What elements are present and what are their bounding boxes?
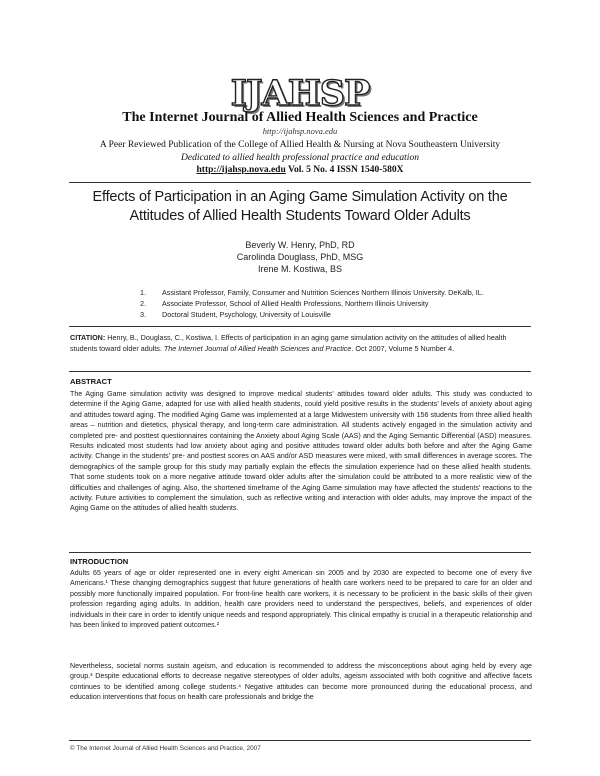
masthead-divider: [69, 182, 531, 183]
publication-line: A Peer Reviewed Publication of the College of Allied Health & Nursing at Nova Southeastern University: [99, 140, 501, 150]
citation-tail: . Oct 2007, Volume 5 Number 4.: [351, 343, 455, 353]
citation-text: Henry, B., Douglass, C., Kostiwa, I. Effects of participation in an aging game simulation activity on the attitudes of allied health students toward older adults.: [70, 333, 507, 353]
citation-journal: The Internet Journal of Allied Health Sciences and Practice: [163, 343, 352, 353]
author-1: Beverly W. Henry, PhD, RD: [245, 240, 355, 250]
journal-url-link[interactable]: http://ijahsp.nova.edu: [196, 165, 286, 175]
journal-tagline: Dedicated to allied health professional practice and education: [181, 153, 419, 163]
abstract-text: The Aging Game simulation activity was designed to improve medical students' attitudes toward older adults. This study was conducted to determine if the Aging Game, adapted for use with allied health students, could yield positive results in the students' levels of anxiety about aging and attitudes toward aging. The modified Aging Game was implemented at a large Midwestern university with 156 students from three allied health areas – nutrition and dietetics, physical therapy, and long-term care administration. All students actively engaged in the simulation activity and completed pre- and posttest questionnaires containing the Anxiety about Aging Scale (AAS) and the Aging Semantic Differential (ASD) measures. Results indicated most students had low anxiety about aging and positive attitudes toward older adults both before and after the Aging Game activity. Change in the students' pre- and posttest scores on AAS and/or ASD measures were mixed, with small differences in average scores. The demographics of the sample group for this study may partially explain the effects the simulation experience had on these allied health students. That some students took on a more negative attitude toward older adults after the simulation could be attributed to a more realistic view of the difficulties and challenges of aging. Also, the shortened timeframe of the Aging Game simulation may have affected the students' reactions to the activity. Future activities to complement the simulation, such as reflective writing and interaction with older adults, may improve the impact of the Aging Game on the attitudes of allied health students.: [70, 390, 532, 513]
journal-logo: IJAHSP: [230, 73, 370, 114]
affiliation-text: Associate Professor, School of Allied Health Professions, Northern Illinois University: [162, 299, 429, 308]
affiliation-3: [140, 310, 540, 319]
affiliation-2: [140, 299, 540, 308]
volume-info: Vol. 5 No. 4 ISSN 1540-580X: [285, 165, 404, 175]
citation-divider-top: [69, 326, 531, 327]
affiliation-1: [140, 288, 540, 297]
journal-title: The Internet Journal of Allied Health Sciences and Practice: [122, 110, 478, 125]
affiliation-number: 3.: [140, 310, 146, 319]
volume-line: [0, 165, 600, 175]
introduction-paragraph-1: Adults 65 years of age or older represented one in every eight American sin 2005 and by 2030 are expected to become one of every five Americans.¹ These changing demographics suggest that future generations of health care workers need to be prepared to care for an older and possibly more functionally impaired population. For front-line health care workers, it is necessary to be proficient in the basic skills of their given profession regarding aging adults. In addition, health care providers need to understand the perspectives, beliefs, and experiences of older individuals in their care in order to identify unique needs and respond appropriately. This clinical empathy is crucial in a therapeutic relationship and has been linked to improved patient outcomes.²: [70, 569, 532, 630]
citation-label: CITATION:: [70, 333, 106, 342]
footer-copyright: © The Internet Journal of Allied Health Sciences and Practice, 2007: [70, 745, 261, 752]
citation-divider-bottom: [69, 371, 531, 372]
introduction-heading: INTRODUCTION: [70, 557, 129, 566]
abstract-heading: ABSTRACT: [70, 377, 112, 386]
article-title: Effects of Participation in an Aging Game Simulation Activity on the Attitudes of Allied Health Students Toward Older Adults: [92, 189, 508, 224]
affiliation-text: Assistant Professor, Family, Consumer and Nutrition Sciences Northern Illinois University. DeKalb, IL.: [162, 288, 484, 297]
affiliation-text: Doctoral Student, Psychology, University of Louisville: [162, 310, 331, 319]
abstract-divider: [69, 552, 531, 553]
introduction-paragraph-2: Nevertheless, societal norms sustain ageism, and education is recommended to address the misconceptions about aging held by every age group.³ Despite educational efforts to decrease negative stereotypes of older adults, ageism associated with both cognitive and affective facets continues to be identified among college students.⁴ Negative attitudes can become more pronounced during the educational process, and education interventions that focus on health care professionals and bridge the: [70, 662, 532, 702]
author-3: Irene M. Kostiwa, BS: [257, 264, 343, 274]
author-2: Carolinda Douglass, PhD, MSG: [236, 252, 364, 262]
logo-url[interactable]: http://ijahsp.nova.edu: [262, 126, 338, 136]
footer-divider: [69, 740, 531, 741]
affiliation-number: 2.: [140, 299, 146, 308]
affiliation-number: 1.: [140, 288, 146, 297]
citation: [70, 333, 532, 354]
